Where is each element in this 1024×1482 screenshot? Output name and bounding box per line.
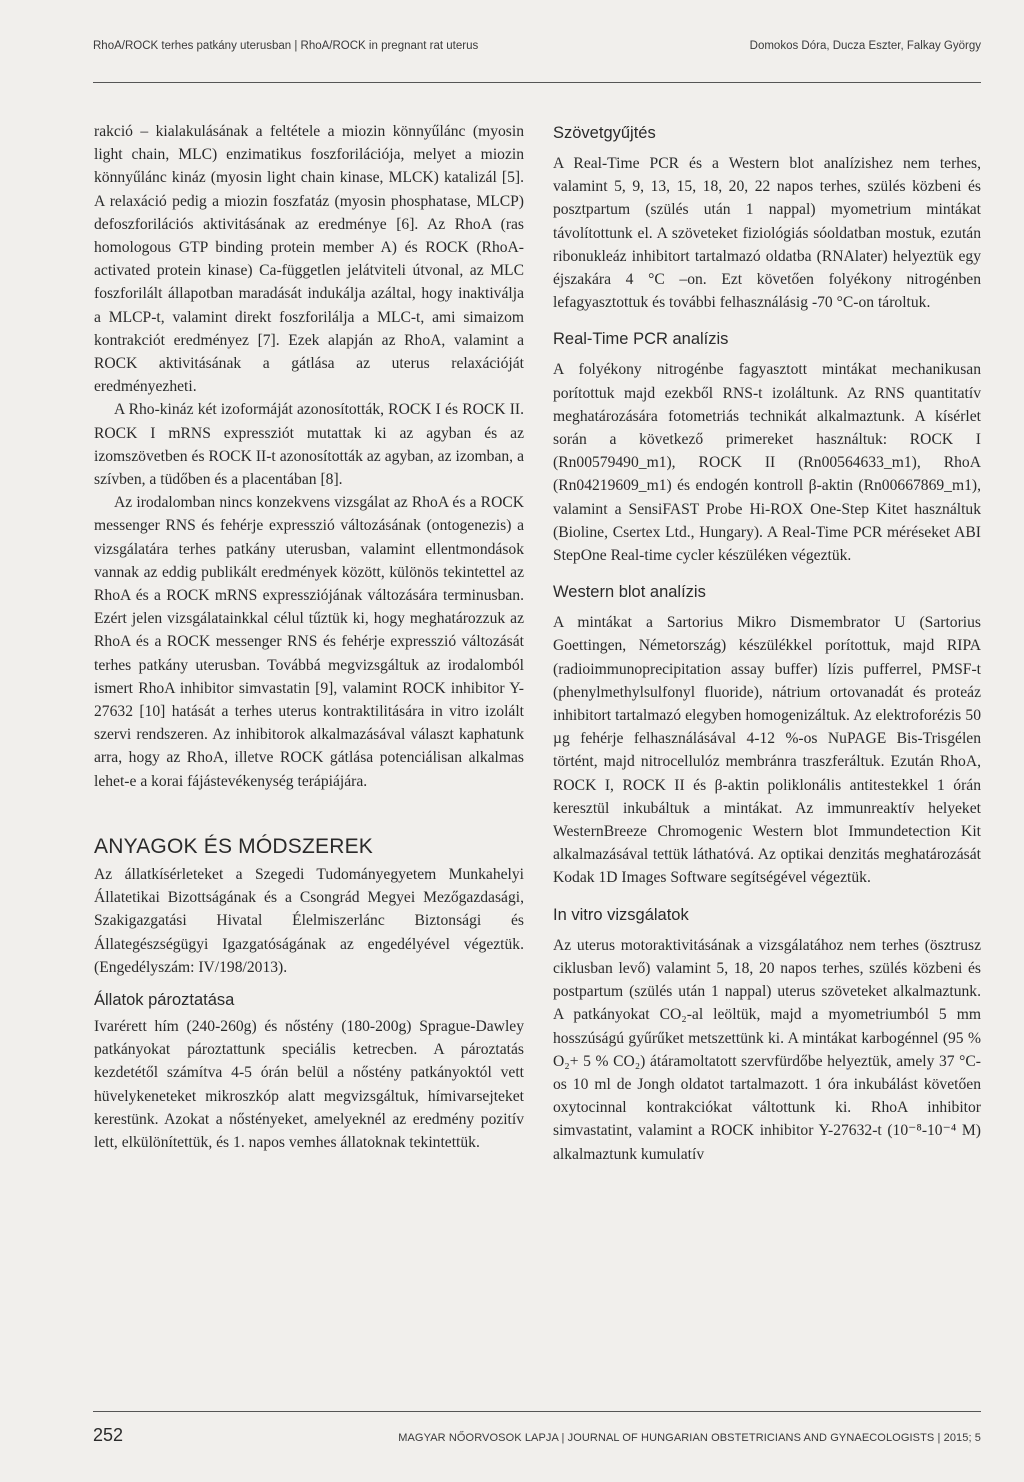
page-footer (93, 1425, 981, 1446)
page-number: 252 (93, 1425, 124, 1445)
body-paragraph: Az állatkísérleteket a Szegedi Tudományegyetem Munkahelyi Állatetikai Bizottságának és a Csongrád Megyei Mezőgazdasági, Szakigazgatási Hivatal Élelmiszerlánc Biztonsági és Állategészségügyi Igazgatóságának az engedélyével végeztük. (Engedélyszám: IV/198/2013). (94, 865, 524, 976)
body-paragraph: rakció – kialakulásának a feltétele a miozin könnyűlánc (myosin light chain, MLC) enzimatikus foszforilációja, melyet a miozin könnyűlánc kináz (myosin light chain kinase, MLCK) katalizál [5]. A relaxáció pedig a miozin foszfatáz (myosin phosphatase, MLCP) defoszforilációs aktivitásának az eredménye [6]. Az RhoA (ras homologous GTP binding protein member A) és ROCK (RhoA-activated protein kinase) Ca-független jelátviteli útvonal, az MLC foszforilált állapotban maradását indukálja azáltal, hogy inaktiválja a MLCP-t, valamint direkt foszforilálja a MLC-t, ami simaizom kontrakciót eredményez [7]. Ezek alapján az RhoA, valamint a ROCK aktivitásának a gátlása az uterus relaxációját eredményezheti. (94, 123, 524, 396)
body-paragraph: Az uterus motoraktivitásának a vizsgálatához nem terhes (ösztrusz ciklusban levő) valamint 5, 18, 20 napos terhes, szülés közbeni és postpartum (szülés után 1 nappal) uterus szöveteket alkalmaztunk. A patkányokat CO₂-al leöltük, majd a myometriumból 5 mm hosszúságú gyűrűket metszettünk ki. A mintákat karbogénnel (95 % O₂+ 5 % CO₂) átáramoltatott szervfürdőbe helyeztük, amely 37 °C-os 10 ml de Jongh oldatot tartalmazott. 1 óra inkubálást követően oxytocinnal kontrakciókat váltottunk ki. RhoA inhibitor simvastatint, valamint a ROCK inhibitor Y-27632-t (10⁻⁸-10⁻⁴ M) alkalmaztunk kumulatív (553, 936, 981, 1163)
running-head-authors: Domokos Dóra, Ducza Eszter, Falkay György (749, 40, 981, 52)
body-paragraph: A Real-Time PCR és a Western blot analízishez nem terhes, valamint 5, 9, 13, 15, 18, 20, 22 napos terhes, szülés közbeni és posztpartum (szülés után 1 nappal) myometrium mintákat távolítottunk el. A szöveteket fiziológiás sóoldatban mostuk, ezután ribonukleáz inhibitort tartalmazó oldatba (RNAlater) helyeztük egy éjszakára 4 °C –on. Ezt követően folyékony nitrogénben lefagyasztottuk és további felhasználásig -70 °C-on tároltuk. (553, 155, 981, 312)
section-heading: ANYAGOK ÉS MÓDSZEREK (94, 834, 373, 858)
subsection-heading: Western blot analízis (553, 583, 706, 602)
header-divider (93, 82, 981, 83)
subsection-heading: Állatok pároztatása (94, 990, 235, 1009)
subsection-heading: Szövetgyűjtés (553, 124, 656, 142)
body-paragraph: A folyékony nitrogénbe fagyasztott mintákat mechanikusan porítottuk majd ezekből RNS-t izoláltunk. Az RNS quantitatív meghatározására fotometriás technikát alkalmaztunk. A kísérlet során a következő primereket használtuk: ROCK I (Rn00579490_m1), ROCK II (Rn00564633_m1), RhoA (Rn04219609_m1) és endogén kontroll β-aktin (Rn00667869_m1), valamint a SensiFAST Probe Hi-ROX One-Step Kitet használtuk (Bioline, Csertex Ltd., Hungary). A Real-Time PCR méréseket ABI StepOne Real-time cycler készüléken végeztük. (553, 361, 981, 565)
body-paragraph: Az irodalomban nincs konzekvens vizsgálat az RhoA és a ROCK messenger RNS és fehérje expresszió változásának (ontogenezis) a vizsgálatára terhes patkány uterusban, valamint ellentmondások vannak az eddig publikált eredmények között, különös tekintettel az RhoA és a ROCK mRNS expressziójának változására terminusban. Ezért jelen vizsgálatainkkal célul tűztük ki, hogy meghatározzuk az RhoA és a ROCK messenger RNS és fehérje expresszió változását terhes patkány uterusban. Továbbá megvizsgáltuk az irodalomból ismert RhoA inhibitor simvastatin [9], valamint ROCK inhibitor Y-27632 [10] hatását a terhes uterus kontraktilitására in vitro izolált szervi rendszeren. Az inhibitorok alkalmazásával választ kaphatunk arra, hogy az RhoA, illetve ROCK gátlása potenciálisan alkalmas lehet-e a korai fájástevékenység terápiájára. (94, 494, 524, 790)
body-paragraph: A mintákat a Sartorius Mikro Dismembrator U (Sartorius Goettingen, Németország) készülékkel porítottuk, majd RIPA (radioimmunoprecipitation assay buffer) lízis pufferrel, PMSF-t (phenylmethylsulfonyl fluoride), nátrium ortovanadát és proteáz inhibitort tartalmazó elegyben homogenizáltuk. Az elektroforézis 50 µg fehérje felhasználásával 4-12 %-os NuPAGE Bis-Trisgélen történt, majd nitrocellulóz membránra traszferáltuk. Ezután RhoA, ROCK I, ROCK II és β-aktin poliklonális antitestekkel 1 órán keresztül inkubáltuk a mintákat. Az immunreaktív helyeket WesternBreeze Chromogenic Western blot Immundetection Kit alkalmazásával tettük láthatóvá. Az optikai denzitás meghatározását Kodak 1D Images Software segítségével végeztük. (553, 614, 981, 887)
left-column (94, 120, 524, 1154)
body-paragraph: Ivarérett hím (240-260g) és nőstény (180-200g) Sprague-Dawley patkányokat pároztattunk speciális ketrecben. A pároztatás kezdetétől számítva 4-5 órán belül a nőstény patkányoktól vett hüvelykeneteket mikroszkóp alatt megvizsgáltuk, hímivarsejteket kerestünk. Azokat a nőstényeket, amelyeknél az eredmény pozitív lett, elkülönítettük, és 1. napos vemhes állatoknak tekintettük. (94, 1017, 524, 1151)
right-column (553, 120, 981, 1166)
footer-divider (93, 1411, 981, 1412)
running-head (93, 40, 981, 52)
journal-citation: MAGYAR NŐORVOSOK LAPJA | JOURNAL OF HUNGARIAN OBSTETRICIANS AND GYNAECOLOGISTS | 2015; 5 (398, 1432, 981, 1444)
body-paragraph: A Rho-kináz két izoformáját azonosították, ROCK I és ROCK II. ROCK I mRNS expressziót mutattak ki az agyban és az izomszövetben és ROCK II-t azonosították az agyban, az izomban, a szívben, a tüdőben és a placentában [8]. (94, 401, 524, 489)
running-head-title: RhoA/ROCK terhes patkány uterusban | RhoA/ROCK in pregnant rat uterus (93, 40, 479, 52)
subsection-heading: Real-Time PCR analízis (553, 330, 729, 349)
subsection-heading: In vitro vizsgálatok (553, 905, 689, 924)
